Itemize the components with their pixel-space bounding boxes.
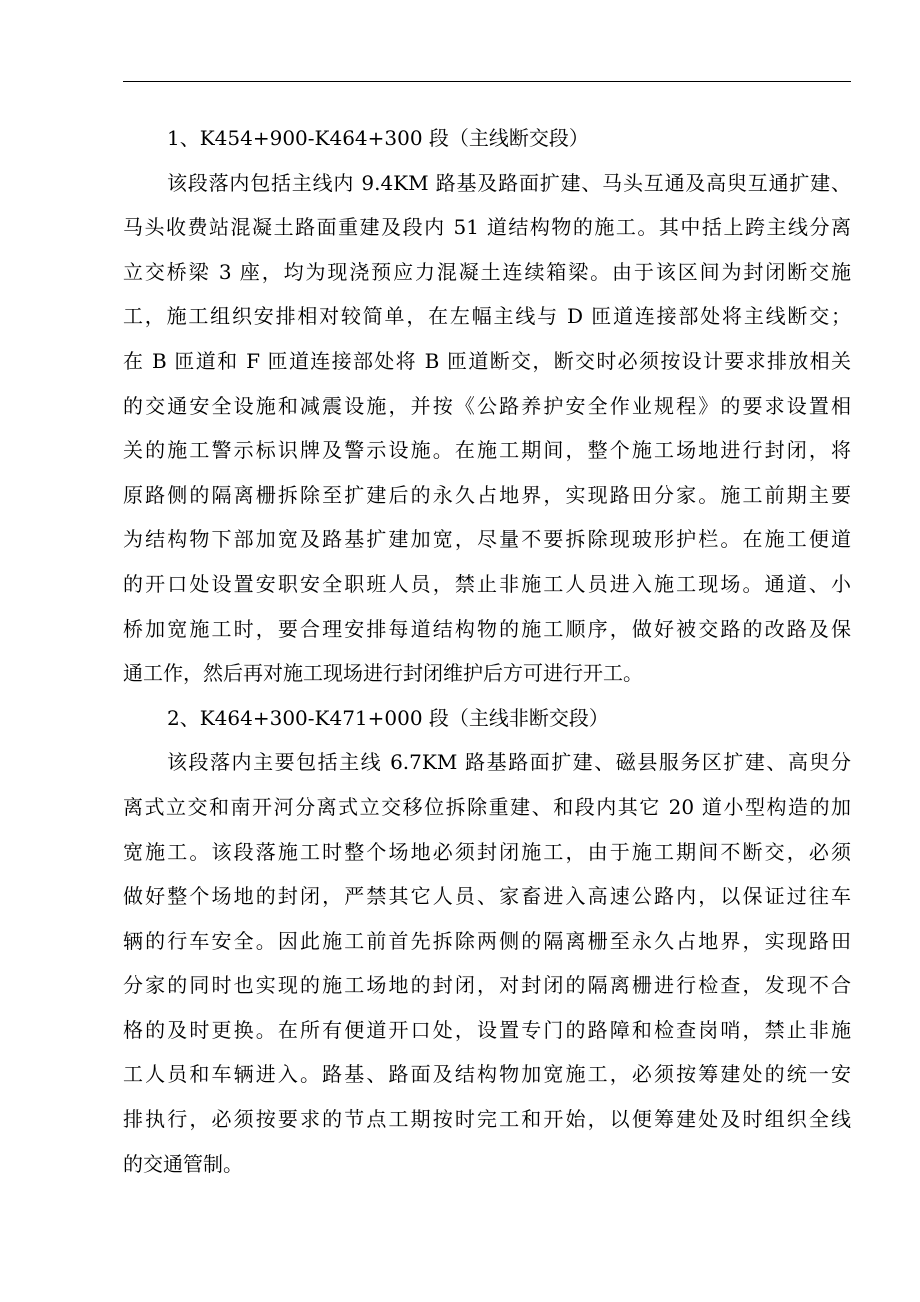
section-heading: 2、K464+300-K471+000 段（主线非断交段） bbox=[167, 705, 609, 730]
paragraph-line: 格的及时更换。在所有便道开口处，设置专门的路障和检查岗哨，禁止非施 bbox=[123, 1017, 851, 1042]
paragraph-line: 该段落内包括主线内 9.4KM 路基及路面扩建、马头互通及高臾互通扩建、 bbox=[167, 170, 851, 195]
paragraph-line: 做好整个场地的封闭，严禁其它人员、家畜进入高速公路内，以保证过往车 bbox=[123, 884, 851, 909]
paragraph-line: 为结构物下部加宽及路基扩建加宽，尽量不要拆除现玻形护栏。在施工便道 bbox=[123, 527, 851, 552]
section-heading: 1、K454+900-K464+300 段（主线断交段） bbox=[167, 126, 589, 150]
paragraph-line: 原路侧的隔离栅拆除至扩建后的永久占地界，实现路田分家。施工前期主要 bbox=[123, 482, 851, 507]
paragraph-line: 的开口处设置安职安全职班人员，禁止非施工人员进入施工现场。通道、小 bbox=[123, 571, 851, 596]
page-content bbox=[123, 116, 851, 1186]
paragraph-line: 通工作，然后再对施工现场进行封闭维护后方可进行开工。 bbox=[123, 661, 643, 686]
paragraph-line: 工，施工组织安排相对较简单，在左幅主线与 D 匝道连接部处将主线断交； bbox=[123, 304, 851, 329]
paragraph-line: 辆的行车安全。因此施工前首先拆除两侧的隔离栅至永久占地界，实现路田 bbox=[123, 928, 851, 953]
paragraph-line: 排执行，必须按要求的节点工期按时完工和开始，以便筹建处及时组织全线 bbox=[123, 1107, 851, 1132]
paragraph-line: 马头收费站混凝土路面重建及段内 51 道结构物的施工。其中括上跨主线分离 bbox=[123, 215, 851, 240]
paragraph-line: 该段落内主要包括主线 6.7KM 路基路面扩建、磁县服务区扩建、高臾分 bbox=[167, 750, 851, 775]
paragraph-line: 立交桥梁 3 座，均为现浇预应力混凝土连续箱梁。由于该区间为封闭断交施 bbox=[123, 259, 851, 284]
paragraph-line: 工人员和车辆进入。路基、路面及结构物加宽施工，必须按筹建处的统一安 bbox=[123, 1062, 851, 1087]
paragraph-line: 离式立交和南开河分离式立交移位拆除重建、和段内其它 20 道小型构造的加 bbox=[123, 794, 851, 819]
paragraph-line: 宽施工。该段落施工时整个场地必须封闭施工，由于施工期间不断交，必须 bbox=[123, 839, 851, 864]
paragraph-line: 关的施工警示标识牌及警示设施。在施工期间，整个施工场地进行封闭，将 bbox=[123, 438, 851, 463]
paragraph-line: 桥加宽施工时，要合理安排每道结构物的施工顺序，做好被交路的改路及保 bbox=[123, 616, 851, 641]
paragraph-line: 在 B 匝道和 F 匝道连接部处将 B 匝道断交，断交时必须按设计要求排放相关 bbox=[123, 348, 851, 373]
header-rule bbox=[123, 81, 851, 82]
paragraph-line: 分家的同时也实现的施工场地的封闭，对封闭的隔离栅进行检查，发现不合 bbox=[123, 973, 851, 998]
paragraph-line: 的交通管制。 bbox=[123, 1151, 243, 1176]
paragraph-line: 的交通安全设施和减震设施，并按《公路养护安全作业规程》的要求设置相 bbox=[123, 393, 851, 418]
